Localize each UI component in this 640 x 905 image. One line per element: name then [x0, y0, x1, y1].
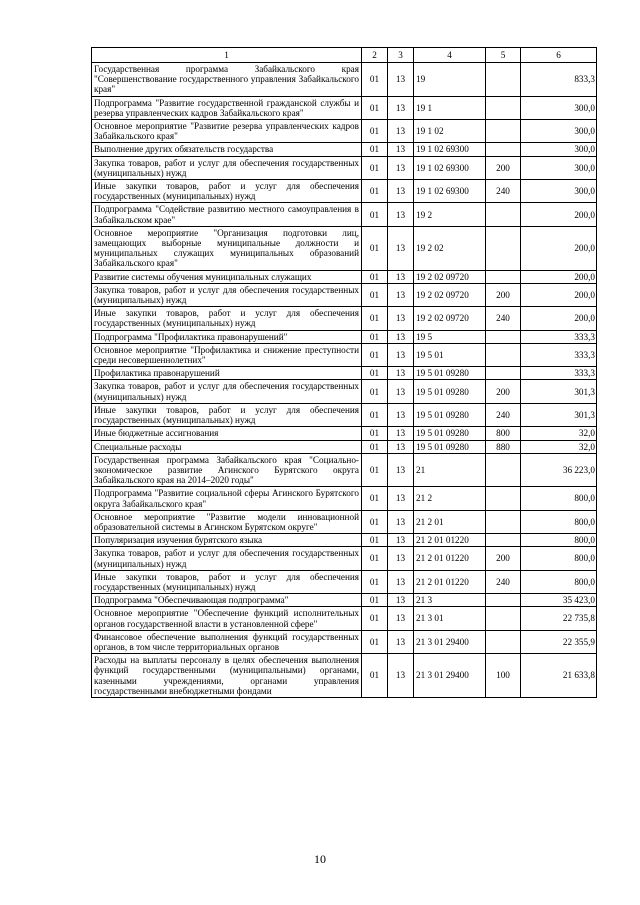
table-row: [92, 607, 597, 630]
section-code-cell: 01: [362, 427, 388, 440]
table-row: [92, 143, 597, 156]
section-code-cell: 01: [362, 330, 388, 343]
table-row: [92, 403, 597, 426]
amount-cell: 22 355,9: [521, 630, 597, 653]
column-header: 2: [362, 48, 388, 63]
expense-name-cell: Основное мероприятие "Профилактика и снижение преступности среди несовершеннолетних": [92, 343, 362, 366]
amount-cell: 200,0: [521, 203, 597, 226]
target-article-cell: 21 3: [414, 594, 486, 607]
expense-type-cell: 880: [486, 440, 521, 453]
expense-type-cell: [486, 510, 521, 533]
table-row: [92, 270, 597, 283]
amount-cell: 800,0: [521, 547, 597, 570]
target-article-cell: 21 3 01: [414, 607, 486, 630]
section-code-cell: 01: [362, 120, 388, 143]
amount-cell: 300,0: [521, 143, 597, 156]
target-article-cell: 21 2 01: [414, 510, 486, 533]
expense-type-cell: [486, 607, 521, 630]
target-article-cell: 21 2 01 01220: [414, 534, 486, 547]
table-row: [92, 427, 597, 440]
expense-name-cell: Профилактика правонарушений: [92, 367, 362, 380]
amount-cell: 800,0: [521, 534, 597, 547]
amount-cell: 36 223,0: [521, 453, 597, 487]
expense-type-cell: [486, 226, 521, 270]
table-row: [92, 226, 597, 270]
section-code-cell: 01: [362, 654, 388, 698]
target-article-cell: 21 2 01 01220: [414, 547, 486, 570]
expense-type-cell: [486, 594, 521, 607]
table-row: [92, 120, 597, 143]
table-row: [92, 203, 597, 226]
target-article-cell: 19 2 02 09720: [414, 270, 486, 283]
column-header: 1: [92, 48, 362, 63]
table-row: [92, 630, 597, 653]
subsection-code-cell: 13: [388, 403, 414, 426]
target-article-cell: 19 1 02: [414, 120, 486, 143]
header-row: [92, 48, 597, 63]
subsection-code-cell: 13: [388, 203, 414, 226]
target-article-cell: 19 1 02 69300: [414, 180, 486, 203]
target-article-cell: 19 5 01: [414, 343, 486, 366]
target-article-cell: 19 1: [414, 96, 486, 119]
expense-type-cell: 240: [486, 180, 521, 203]
amount-cell: 32,0: [521, 427, 597, 440]
table-row: [92, 343, 597, 366]
section-code-cell: 01: [362, 570, 388, 593]
table-row: [92, 180, 597, 203]
section-code-cell: 01: [362, 283, 388, 306]
expense-name-cell: Государственная программа Забайкальского края "Совершенствование государственного управления Забайкальского края": [92, 63, 362, 97]
target-article-cell: 19 2: [414, 203, 486, 226]
table-row: [92, 96, 597, 119]
amount-cell: 800,0: [521, 510, 597, 533]
subsection-code-cell: 13: [388, 156, 414, 179]
target-article-cell: 19 2 02 09720: [414, 283, 486, 306]
target-article-cell: 21 2 01 01220: [414, 570, 486, 593]
table-row: [92, 594, 597, 607]
expense-type-cell: [486, 630, 521, 653]
expense-type-cell: [486, 96, 521, 119]
expense-name-cell: Иные закупки товаров, работ и услуг для обеспечения государственных (муниципальных) нужд: [92, 180, 362, 203]
target-article-cell: 21: [414, 453, 486, 487]
table-row: [92, 367, 597, 380]
expense-name-cell: Закупка товаров, работ и услуг для обеспечения государственных (муниципальных) нужд: [92, 156, 362, 179]
subsection-code-cell: 13: [388, 120, 414, 143]
subsection-code-cell: 13: [388, 547, 414, 570]
subsection-code-cell: 13: [388, 510, 414, 533]
amount-cell: 300,0: [521, 120, 597, 143]
expense-type-cell: [486, 270, 521, 283]
target-article-cell: 19 5 01 09280: [414, 440, 486, 453]
amount-cell: 333,3: [521, 343, 597, 366]
expense-name-cell: Популяризация изучения бурятского языка: [92, 534, 362, 547]
amount-cell: 800,0: [521, 487, 597, 510]
table-row: [92, 487, 597, 510]
expense-type-cell: 100: [486, 654, 521, 698]
amount-cell: 333,3: [521, 330, 597, 343]
expense-type-cell: [486, 203, 521, 226]
subsection-code-cell: 13: [388, 380, 414, 403]
subsection-code-cell: 13: [388, 307, 414, 330]
expense-type-cell: [486, 453, 521, 487]
expense-type-cell: 240: [486, 307, 521, 330]
section-code-cell: 01: [362, 180, 388, 203]
column-header: 4: [414, 48, 486, 63]
expense-name-cell: Подпрограмма "Развитие социальной сферы Агинского Бурятского округа Забайкальского края": [92, 487, 362, 510]
subsection-code-cell: 13: [388, 63, 414, 97]
subsection-code-cell: 13: [388, 270, 414, 283]
amount-cell: 300,0: [521, 180, 597, 203]
expense-name-cell: Специальные расходы: [92, 440, 362, 453]
amount-cell: 333,3: [521, 367, 597, 380]
expense-type-cell: 200: [486, 380, 521, 403]
expense-type-cell: [486, 63, 521, 97]
budget-table: [91, 47, 597, 698]
amount-cell: 800,0: [521, 570, 597, 593]
amount-cell: 300,0: [521, 156, 597, 179]
section-code-cell: 01: [362, 630, 388, 653]
section-code-cell: 01: [362, 307, 388, 330]
target-article-cell: 19 2 02: [414, 226, 486, 270]
subsection-code-cell: 13: [388, 453, 414, 487]
section-code-cell: 01: [362, 547, 388, 570]
section-code-cell: 01: [362, 453, 388, 487]
section-code-cell: 01: [362, 440, 388, 453]
subsection-code-cell: 13: [388, 570, 414, 593]
table-row: [92, 283, 597, 306]
expense-name-cell: Расходы на выплаты персоналу в целях обеспечения выполнения функций государственными (муниципальными) органами, казенными учреждениями, органами управления государственными внебюджетными фондами: [92, 654, 362, 698]
expense-type-cell: [486, 343, 521, 366]
amount-cell: 21 633,8: [521, 654, 597, 698]
expense-name-cell: Иные закупки товаров, работ и услуг для обеспечения государственных (муниципальных) нужд: [92, 570, 362, 593]
subsection-code-cell: 13: [388, 654, 414, 698]
expense-type-cell: [486, 120, 521, 143]
expense-type-cell: [486, 330, 521, 343]
subsection-code-cell: 13: [388, 630, 414, 653]
amount-cell: 200,0: [521, 283, 597, 306]
section-code-cell: 01: [362, 343, 388, 366]
expense-name-cell: Иные закупки товаров, работ и услуг для обеспечения государственных (муниципальных) нужд: [92, 307, 362, 330]
subsection-code-cell: 13: [388, 283, 414, 306]
section-code-cell: 01: [362, 63, 388, 97]
table-row: [92, 453, 597, 487]
expense-type-cell: [486, 534, 521, 547]
target-article-cell: 19 1 02 69300: [414, 143, 486, 156]
expense-type-cell: [486, 143, 521, 156]
expense-name-cell: Выполнение других обязательств государства: [92, 143, 362, 156]
expense-name-cell: Закупка товаров, работ и услуг для обеспечения государственных (муниципальных) нужд: [92, 547, 362, 570]
section-code-cell: 01: [362, 203, 388, 226]
expense-name-cell: Закупка товаров, работ и услуг для обеспечения государственных (муниципальных) нужд: [92, 380, 362, 403]
expense-type-cell: [486, 487, 521, 510]
amount-cell: 301,3: [521, 403, 597, 426]
section-code-cell: 01: [362, 226, 388, 270]
table-row: [92, 330, 597, 343]
subsection-code-cell: 13: [388, 440, 414, 453]
table-row: [92, 654, 597, 698]
expense-name-cell: Государственная программа Забайкальского края "Социально-экономическое развитие Агинского Бурятского округа Забайкальского края на 2014–2020 годы": [92, 453, 362, 487]
section-code-cell: 01: [362, 367, 388, 380]
page-number: 10: [314, 852, 326, 866]
subsection-code-cell: 13: [388, 487, 414, 510]
section-code-cell: 01: [362, 380, 388, 403]
section-code-cell: 01: [362, 96, 388, 119]
table-row: [92, 534, 597, 547]
section-code-cell: 01: [362, 594, 388, 607]
subsection-code-cell: 13: [388, 343, 414, 366]
target-article-cell: 19: [414, 63, 486, 97]
expense-type-cell: 240: [486, 403, 521, 426]
subsection-code-cell: 13: [388, 427, 414, 440]
subsection-code-cell: 13: [388, 226, 414, 270]
table-row: [92, 570, 597, 593]
expense-name-cell: Основное мероприятие "Развитие модели инновационной образовательной системы в Агинском Бурятском округе": [92, 510, 362, 533]
subsection-code-cell: 13: [388, 96, 414, 119]
section-code-cell: 01: [362, 607, 388, 630]
target-article-cell: 19 5 01 09280: [414, 367, 486, 380]
subsection-code-cell: 13: [388, 534, 414, 547]
table-row: [92, 380, 597, 403]
subsection-code-cell: 13: [388, 594, 414, 607]
target-article-cell: 21 2: [414, 487, 486, 510]
expense-name-cell: Иные бюджетные ассигнования: [92, 427, 362, 440]
target-article-cell: 19 5: [414, 330, 486, 343]
expense-name-cell: Основное мероприятие "Обеспечение функций исполнительных органов государственной власти в установленной сфере": [92, 607, 362, 630]
subsection-code-cell: 13: [388, 143, 414, 156]
expense-name-cell: Основное мероприятие "Организация подготовки лиц, замещающих выборные муниципальные должности и муниципальных служащих муниципальных образований Забайкальского края": [92, 226, 362, 270]
expense-type-cell: 800: [486, 427, 521, 440]
amount-cell: 32,0: [521, 440, 597, 453]
table-row: [92, 510, 597, 533]
amount-cell: 200,0: [521, 307, 597, 330]
amount-cell: 35 423,0: [521, 594, 597, 607]
table-row: [92, 63, 597, 97]
amount-cell: 300,0: [521, 96, 597, 119]
table-row: [92, 440, 597, 453]
target-article-cell: 21 3 01 29400: [414, 630, 486, 653]
table-row: [92, 307, 597, 330]
target-article-cell: 19 5 01 09280: [414, 403, 486, 426]
section-code-cell: 01: [362, 143, 388, 156]
expense-name-cell: Основное мероприятие "Развитие резерва управленческих кадров Забайкальского края": [92, 120, 362, 143]
table-row: [92, 156, 597, 179]
expense-type-cell: 200: [486, 156, 521, 179]
section-code-cell: 01: [362, 156, 388, 179]
expense-type-cell: [486, 367, 521, 380]
amount-cell: 22 735,8: [521, 607, 597, 630]
table-row: [92, 547, 597, 570]
table-body: [92, 63, 597, 698]
section-code-cell: 01: [362, 270, 388, 283]
expense-name-cell: Финансовое обеспечение выполнения функций государственных органов, в том числе территориальных органов: [92, 630, 362, 653]
expense-name-cell: Подпрограмма "Содействие развитию местного самоуправления в Забайкальском крае": [92, 203, 362, 226]
section-code-cell: 01: [362, 487, 388, 510]
target-article-cell: 19 5 01 09280: [414, 380, 486, 403]
section-code-cell: 01: [362, 403, 388, 426]
amount-cell: 301,3: [521, 380, 597, 403]
column-header: 6: [521, 48, 597, 63]
expense-name-cell: Подпрограмма "Профилактика правонарушений": [92, 330, 362, 343]
expense-name-cell: Иные закупки товаров, работ и услуг для обеспечения государственных (муниципальных) нужд: [92, 403, 362, 426]
amount-cell: 833,3: [521, 63, 597, 97]
amount-cell: 200,0: [521, 226, 597, 270]
target-article-cell: 19 1 02 69300: [414, 156, 486, 179]
target-article-cell: 19 5 01 09280: [414, 427, 486, 440]
expense-type-cell: 200: [486, 547, 521, 570]
subsection-code-cell: 13: [388, 180, 414, 203]
expense-type-cell: 240: [486, 570, 521, 593]
expense-type-cell: 200: [486, 283, 521, 306]
amount-cell: 200,0: [521, 270, 597, 283]
expense-name-cell: Закупка товаров, работ и услуг для обеспечения государственных (муниципальных) нужд: [92, 283, 362, 306]
subsection-code-cell: 13: [388, 330, 414, 343]
target-article-cell: 19 2 02 09720: [414, 307, 486, 330]
subsection-code-cell: 13: [388, 607, 414, 630]
expense-name-cell: Развитие системы обучения муниципальных служащих: [92, 270, 362, 283]
expense-name-cell: Подпрограмма "Обеспечивающая подпрограмма": [92, 594, 362, 607]
target-article-cell: 21 3 01 29400: [414, 654, 486, 698]
section-code-cell: 01: [362, 534, 388, 547]
column-header: 3: [388, 48, 414, 63]
expense-name-cell: Подпрограмма "Развитие государственной гражданской службы и резерва управленческих кадров Забайкальского края": [92, 96, 362, 119]
section-code-cell: 01: [362, 510, 388, 533]
column-header: 5: [486, 48, 521, 63]
subsection-code-cell: 13: [388, 367, 414, 380]
